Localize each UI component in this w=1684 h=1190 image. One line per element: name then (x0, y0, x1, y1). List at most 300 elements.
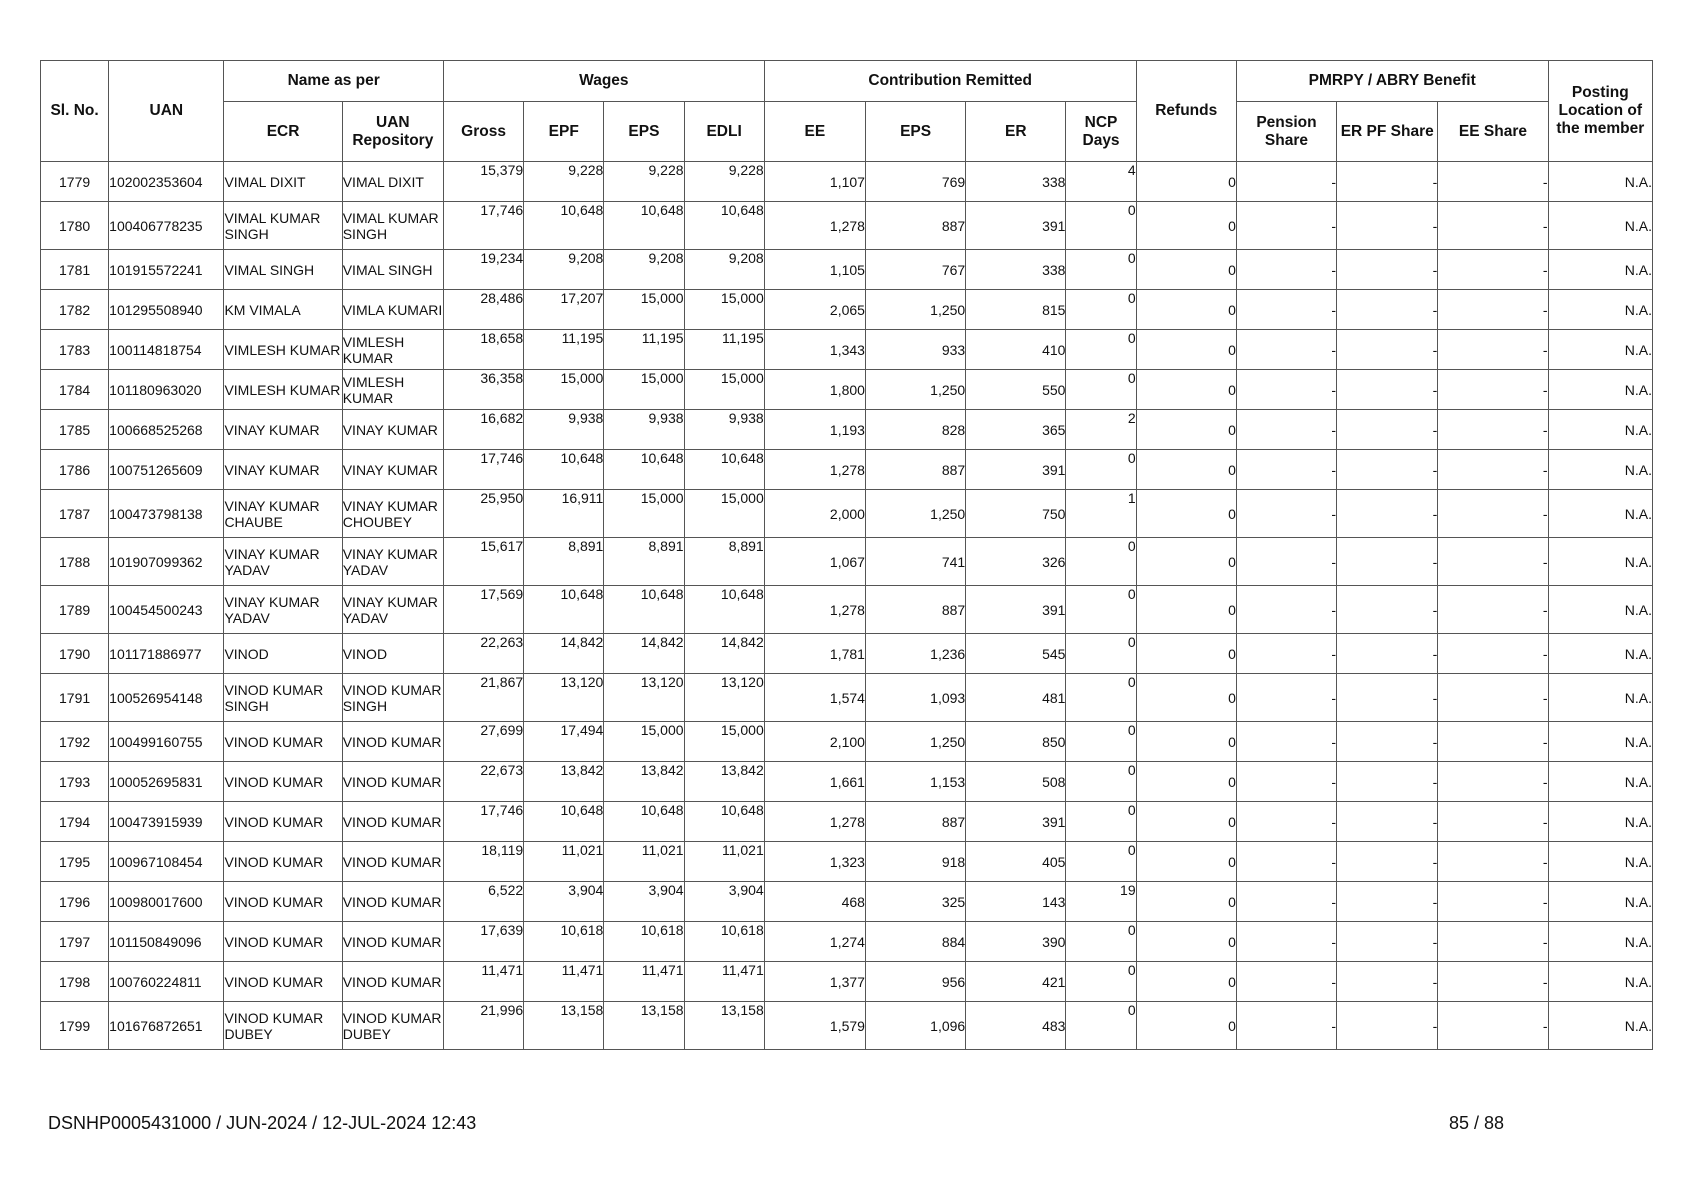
cell-posting-location: N.A. (1548, 762, 1652, 802)
cell-refunds: 0 (1136, 762, 1236, 802)
cell-edli: 10,648 (684, 802, 764, 842)
cell-ee-share: - (1438, 962, 1548, 1002)
cell-pension-share: - (1236, 802, 1336, 842)
cell-pension-share: - (1236, 962, 1336, 1002)
cell-edli: 13,842 (684, 762, 764, 802)
cell-posting-location: N.A. (1548, 722, 1652, 762)
cell-gross: 21,867 (443, 674, 523, 722)
cell-ee: 1,278 (764, 586, 865, 634)
cell-pension-share: - (1236, 330, 1336, 370)
header-er-pf-share: ER PF Share (1337, 102, 1438, 162)
cell-posting-location: N.A. (1548, 202, 1652, 250)
cell-eps: 13,120 (604, 674, 684, 722)
cell-edli: 10,648 (684, 586, 764, 634)
cell-ee: 1,323 (764, 842, 865, 882)
cell-refunds: 0 (1136, 922, 1236, 962)
cell-eps: 13,842 (604, 762, 684, 802)
table-header (41, 61, 1653, 162)
cell-ee: 468 (764, 882, 865, 922)
cell-eps: 8,891 (604, 538, 684, 586)
cell-epf: 13,120 (524, 674, 604, 722)
cell-ee-share: - (1438, 882, 1548, 922)
cell-ee-share: - (1438, 674, 1548, 722)
cell-ee-share: - (1438, 802, 1548, 842)
cell-edli: 15,000 (684, 290, 764, 330)
cell-gross: 6,522 (443, 882, 523, 922)
cell-posting-location: N.A. (1548, 674, 1652, 722)
cell-posting-location: N.A. (1548, 370, 1652, 410)
cell-uan: 100473798138 (109, 490, 224, 538)
cell-epf: 11,195 (524, 330, 604, 370)
cell-uan: 101171886977 (109, 634, 224, 674)
cell-uan: 100406778235 (109, 202, 224, 250)
cell-edli: 11,021 (684, 842, 764, 882)
cell-refunds: 0 (1136, 882, 1236, 922)
header-wages: Wages (443, 61, 764, 102)
cell-ee-share: - (1438, 538, 1548, 586)
cell-posting-location: N.A. (1548, 962, 1652, 1002)
cell-epf: 15,000 (524, 370, 604, 410)
cell-ee-share: - (1438, 722, 1548, 762)
cell-pension-share: - (1236, 450, 1336, 490)
cell-pension-share: - (1236, 882, 1336, 922)
header-er: ER (966, 102, 1066, 162)
cell-epf: 8,891 (524, 538, 604, 586)
cell-uan: 101907099362 (109, 538, 224, 586)
cell-er-pf-share: - (1337, 674, 1438, 722)
cell-pension-share: - (1236, 586, 1336, 634)
cell-refunds: 0 (1136, 586, 1236, 634)
cell-name-uan-repository: VINOD KUMAR (342, 922, 443, 962)
cell-gross: 15,379 (443, 162, 523, 202)
cell-ee: 1,800 (764, 370, 865, 410)
cell-epf: 9,228 (524, 162, 604, 202)
cell-er-pf-share: - (1337, 162, 1438, 202)
cell-contribution-eps: 884 (865, 922, 965, 962)
cell-uan: 101915572241 (109, 250, 224, 290)
cell-ee: 2,000 (764, 490, 865, 538)
table-row (41, 250, 1653, 290)
cell-name-uan-repository: VIMLA KUMARI (342, 290, 443, 330)
cell-uan: 100668525268 (109, 410, 224, 450)
cell-gross: 28,486 (443, 290, 523, 330)
cell-er: 483 (966, 1002, 1066, 1050)
cell-contribution-eps: 933 (865, 330, 965, 370)
cell-ncp-days: 0 (1066, 330, 1136, 370)
cell-epf: 10,648 (524, 802, 604, 842)
cell-er-pf-share: - (1337, 962, 1438, 1002)
cell-er-pf-share: - (1337, 538, 1438, 586)
cell-pension-share: - (1236, 202, 1336, 250)
header-contribution-eps: EPS (865, 102, 965, 162)
table-row (41, 330, 1653, 370)
header-uan: UAN (109, 61, 224, 162)
cell-ncp-days: 0 (1066, 842, 1136, 882)
cell-name-ecr: VINOD KUMAR DUBEY (224, 1002, 342, 1050)
cell-eps: 9,938 (604, 410, 684, 450)
cell-ee-share: - (1438, 842, 1548, 882)
cell-ncp-days: 0 (1066, 962, 1136, 1002)
cell-sl-no: 1782 (41, 290, 109, 330)
cell-er-pf-share: - (1337, 722, 1438, 762)
cell-pension-share: - (1236, 370, 1336, 410)
cell-er: 365 (966, 410, 1066, 450)
cell-epf: 11,021 (524, 842, 604, 882)
cell-ee-share: - (1438, 370, 1548, 410)
cell-posting-location: N.A. (1548, 842, 1652, 882)
cell-refunds: 0 (1136, 450, 1236, 490)
cell-ncp-days: 0 (1066, 1002, 1136, 1050)
ecr-table (40, 60, 1653, 1050)
cell-contribution-eps: 1,096 (865, 1002, 965, 1050)
cell-name-ecr: VINAY KUMAR (224, 450, 342, 490)
cell-name-uan-repository: VINAY KUMAR YADAV (342, 538, 443, 586)
cell-name-ecr: VINAY KUMAR CHAUBE (224, 490, 342, 538)
cell-name-uan-repository: VINOD KUMAR (342, 722, 443, 762)
cell-sl-no: 1779 (41, 162, 109, 202)
cell-gross: 27,699 (443, 722, 523, 762)
cell-sl-no: 1793 (41, 762, 109, 802)
cell-uan: 101180963020 (109, 370, 224, 410)
cell-name-uan-repository: VIMAL DIXIT (342, 162, 443, 202)
cell-epf: 10,648 (524, 450, 604, 490)
cell-name-uan-repository: VINOD KUMAR (342, 842, 443, 882)
cell-posting-location: N.A. (1548, 1002, 1652, 1050)
cell-name-uan-repository: VINOD KUMAR (342, 962, 443, 1002)
cell-name-ecr: VINOD KUMAR (224, 722, 342, 762)
cell-eps: 10,648 (604, 450, 684, 490)
cell-er: 550 (966, 370, 1066, 410)
cell-ee-share: - (1438, 202, 1548, 250)
cell-ee: 1,343 (764, 330, 865, 370)
cell-contribution-eps: 1,250 (865, 722, 965, 762)
cell-eps: 10,618 (604, 922, 684, 962)
table-row (41, 882, 1653, 922)
cell-ncp-days: 0 (1066, 634, 1136, 674)
cell-uan: 100454500243 (109, 586, 224, 634)
cell-name-ecr: VIMAL DIXIT (224, 162, 342, 202)
cell-refunds: 0 (1136, 962, 1236, 1002)
header-sl-no: Sl. No. (41, 61, 109, 162)
cell-refunds: 0 (1136, 162, 1236, 202)
cell-name-uan-repository: VINOD KUMAR DUBEY (342, 1002, 443, 1050)
cell-pension-share: - (1236, 674, 1336, 722)
cell-posting-location: N.A. (1548, 290, 1652, 330)
cell-edli: 10,618 (684, 922, 764, 962)
cell-epf: 17,207 (524, 290, 604, 330)
cell-edli: 15,000 (684, 490, 764, 538)
cell-er: 850 (966, 722, 1066, 762)
cell-epf: 9,938 (524, 410, 604, 450)
cell-contribution-eps: 1,236 (865, 634, 965, 674)
cell-sl-no: 1799 (41, 1002, 109, 1050)
cell-ee: 1,661 (764, 762, 865, 802)
cell-sl-no: 1784 (41, 370, 109, 410)
table-row (41, 202, 1653, 250)
header-gross: Gross (443, 102, 523, 162)
cell-name-ecr: VINOD KUMAR (224, 922, 342, 962)
cell-pension-share: - (1236, 490, 1336, 538)
cell-refunds: 0 (1136, 842, 1236, 882)
cell-posting-location: N.A. (1548, 330, 1652, 370)
cell-refunds: 0 (1136, 802, 1236, 842)
cell-er: 815 (966, 290, 1066, 330)
cell-name-ecr: VIMAL KUMAR SINGH (224, 202, 342, 250)
table-row (41, 674, 1653, 722)
cell-sl-no: 1788 (41, 538, 109, 586)
cell-pension-share: - (1236, 762, 1336, 802)
cell-epf: 11,471 (524, 962, 604, 1002)
cell-epf: 14,842 (524, 634, 604, 674)
cell-ee: 1,574 (764, 674, 865, 722)
cell-eps: 13,158 (604, 1002, 684, 1050)
cell-er-pf-share: - (1337, 202, 1438, 250)
cell-posting-location: N.A. (1548, 882, 1652, 922)
cell-pension-share: - (1236, 842, 1336, 882)
cell-ee: 1,274 (764, 922, 865, 962)
cell-refunds: 0 (1136, 290, 1236, 330)
cell-contribution-eps: 887 (865, 586, 965, 634)
cell-gross: 18,658 (443, 330, 523, 370)
table-row (41, 922, 1653, 962)
cell-contribution-eps: 1,093 (865, 674, 965, 722)
cell-sl-no: 1781 (41, 250, 109, 290)
cell-name-uan-repository: VIMLESH KUMAR (342, 370, 443, 410)
cell-contribution-eps: 887 (865, 202, 965, 250)
cell-er: 481 (966, 674, 1066, 722)
cell-sl-no: 1786 (41, 450, 109, 490)
cell-pension-share: - (1236, 250, 1336, 290)
table-row (41, 538, 1653, 586)
cell-sl-no: 1792 (41, 722, 109, 762)
cell-gross: 22,263 (443, 634, 523, 674)
cell-refunds: 0 (1136, 722, 1236, 762)
cell-posting-location: N.A. (1548, 450, 1652, 490)
cell-contribution-eps: 887 (865, 802, 965, 842)
cell-ee-share: - (1438, 410, 1548, 450)
cell-ee-share: - (1438, 162, 1548, 202)
cell-gross: 22,673 (443, 762, 523, 802)
cell-uan: 100751265609 (109, 450, 224, 490)
cell-name-ecr: VINOD KUMAR (224, 802, 342, 842)
table-row (41, 290, 1653, 330)
cell-contribution-eps: 741 (865, 538, 965, 586)
cell-uan: 100052695831 (109, 762, 224, 802)
cell-er-pf-share: - (1337, 290, 1438, 330)
cell-posting-location: N.A. (1548, 250, 1652, 290)
cell-ee-share: - (1438, 762, 1548, 802)
cell-sl-no: 1797 (41, 922, 109, 962)
cell-name-ecr: VINOD KUMAR (224, 962, 342, 1002)
cell-contribution-eps: 1,153 (865, 762, 965, 802)
cell-sl-no: 1796 (41, 882, 109, 922)
cell-ncp-days: 0 (1066, 538, 1136, 586)
cell-eps: 9,208 (604, 250, 684, 290)
cell-contribution-eps: 769 (865, 162, 965, 202)
cell-edli: 9,228 (684, 162, 764, 202)
cell-edli: 10,648 (684, 202, 764, 250)
cell-refunds: 0 (1136, 674, 1236, 722)
cell-edli: 8,891 (684, 538, 764, 586)
cell-epf: 13,842 (524, 762, 604, 802)
cell-ee: 1,278 (764, 202, 865, 250)
cell-contribution-eps: 1,250 (865, 490, 965, 538)
cell-name-uan-repository: VIMLESH KUMAR (342, 330, 443, 370)
header-pension-share: Pension Share (1236, 102, 1336, 162)
table-body (41, 162, 1653, 1050)
cell-posting-location: N.A. (1548, 802, 1652, 842)
cell-sl-no: 1795 (41, 842, 109, 882)
cell-sl-no: 1783 (41, 330, 109, 370)
cell-uan: 100526954148 (109, 674, 224, 722)
cell-epf: 13,158 (524, 1002, 604, 1050)
cell-er-pf-share: - (1337, 450, 1438, 490)
cell-er: 545 (966, 634, 1066, 674)
cell-er-pf-share: - (1337, 250, 1438, 290)
cell-posting-location: N.A. (1548, 538, 1652, 586)
cell-edli: 13,158 (684, 1002, 764, 1050)
cell-er: 750 (966, 490, 1066, 538)
cell-ee-share: - (1438, 922, 1548, 962)
cell-epf: 10,648 (524, 586, 604, 634)
header-contribution-remitted: Contribution Remitted (764, 61, 1136, 102)
header-uan-repository: UAN Repository (342, 102, 443, 162)
cell-er: 391 (966, 586, 1066, 634)
document-reference: DSNHP0005431000 / JUN-2024 / 12-JUL-2024 12:43 (48, 1113, 477, 1133)
cell-refunds: 0 (1136, 250, 1236, 290)
cell-er: 338 (966, 250, 1066, 290)
cell-epf: 17,494 (524, 722, 604, 762)
cell-gross: 17,569 (443, 586, 523, 634)
cell-posting-location: N.A. (1548, 586, 1652, 634)
cell-name-uan-repository: VINAY KUMAR YADAV (342, 586, 443, 634)
header-ecr: ECR (224, 102, 342, 162)
cell-ee-share: - (1438, 450, 1548, 490)
cell-uan: 101150849096 (109, 922, 224, 962)
cell-uan: 100980017600 (109, 882, 224, 922)
cell-pension-share: - (1236, 634, 1336, 674)
cell-pension-share: - (1236, 410, 1336, 450)
cell-edli: 9,208 (684, 250, 764, 290)
cell-ee: 2,100 (764, 722, 865, 762)
cell-ncp-days: 0 (1066, 762, 1136, 802)
cell-epf: 16,911 (524, 490, 604, 538)
cell-ncp-days: 0 (1066, 802, 1136, 842)
cell-sl-no: 1791 (41, 674, 109, 722)
cell-gross: 18,119 (443, 842, 523, 882)
cell-er-pf-share: - (1337, 330, 1438, 370)
cell-eps: 10,648 (604, 586, 684, 634)
cell-ncp-days: 0 (1066, 250, 1136, 290)
cell-ee: 1,377 (764, 962, 865, 1002)
cell-er-pf-share: - (1337, 634, 1438, 674)
cell-name-uan-repository: VINOD KUMAR (342, 762, 443, 802)
cell-ee-share: - (1438, 330, 1548, 370)
table-row (41, 1002, 1653, 1050)
cell-name-uan-repository: VINOD KUMAR (342, 882, 443, 922)
cell-ncp-days: 1 (1066, 490, 1136, 538)
cell-ncp-days: 0 (1066, 450, 1136, 490)
cell-name-uan-repository: VINOD (342, 634, 443, 674)
cell-refunds: 0 (1136, 410, 1236, 450)
cell-edli: 3,904 (684, 882, 764, 922)
cell-uan: 100499160755 (109, 722, 224, 762)
cell-uan: 100473915939 (109, 802, 224, 842)
cell-name-ecr: VINAY KUMAR (224, 410, 342, 450)
cell-refunds: 0 (1136, 1002, 1236, 1050)
cell-name-uan-repository: VINOD KUMAR (342, 802, 443, 842)
cell-edli: 15,000 (684, 370, 764, 410)
table-row (41, 634, 1653, 674)
cell-name-uan-repository: VINAY KUMAR CHOUBEY (342, 490, 443, 538)
cell-posting-location: N.A. (1548, 410, 1652, 450)
cell-er-pf-share: - (1337, 762, 1438, 802)
cell-er: 391 (966, 450, 1066, 490)
cell-posting-location: N.A. (1548, 922, 1652, 962)
cell-gross: 17,746 (443, 202, 523, 250)
cell-refunds: 0 (1136, 490, 1236, 538)
header-ee-share: EE Share (1438, 102, 1548, 162)
header-ee: EE (764, 102, 865, 162)
cell-ee: 1,105 (764, 250, 865, 290)
cell-epf: 10,618 (524, 922, 604, 962)
cell-eps: 11,195 (604, 330, 684, 370)
cell-eps: 3,904 (604, 882, 684, 922)
cell-gross: 21,996 (443, 1002, 523, 1050)
cell-ncp-days: 0 (1066, 202, 1136, 250)
cell-ee-share: - (1438, 1002, 1548, 1050)
cell-sl-no: 1780 (41, 202, 109, 250)
cell-pension-share: - (1236, 162, 1336, 202)
cell-er-pf-share: - (1337, 842, 1438, 882)
cell-eps: 15,000 (604, 490, 684, 538)
cell-ee: 1,107 (764, 162, 865, 202)
header-edli: EDLI (684, 102, 764, 162)
cell-eps: 15,000 (604, 722, 684, 762)
cell-er-pf-share: - (1337, 586, 1438, 634)
cell-er-pf-share: - (1337, 490, 1438, 538)
cell-sl-no: 1789 (41, 586, 109, 634)
table-row (41, 722, 1653, 762)
cell-contribution-eps: 767 (865, 250, 965, 290)
table-row (41, 842, 1653, 882)
cell-er: 143 (966, 882, 1066, 922)
header-ncp-days: NCP Days (1066, 102, 1136, 162)
cell-contribution-eps: 1,250 (865, 370, 965, 410)
cell-er: 338 (966, 162, 1066, 202)
cell-er-pf-share: - (1337, 882, 1438, 922)
cell-eps: 15,000 (604, 290, 684, 330)
cell-name-ecr: VIMAL SINGH (224, 250, 342, 290)
cell-er-pf-share: - (1337, 802, 1438, 842)
table-row (41, 762, 1653, 802)
cell-er: 326 (966, 538, 1066, 586)
cell-name-uan-repository: VINAY KUMAR (342, 450, 443, 490)
table-row (41, 370, 1653, 410)
cell-edli: 11,195 (684, 330, 764, 370)
cell-gross: 17,746 (443, 450, 523, 490)
cell-ncp-days: 0 (1066, 586, 1136, 634)
cell-gross: 19,234 (443, 250, 523, 290)
cell-eps: 15,000 (604, 370, 684, 410)
cell-ee-share: - (1438, 586, 1548, 634)
cell-name-uan-repository: VINOD KUMAR SINGH (342, 674, 443, 722)
cell-posting-location: N.A. (1548, 634, 1652, 674)
cell-pension-share: - (1236, 290, 1336, 330)
cell-name-ecr: VIMLESH KUMAR (224, 370, 342, 410)
cell-refunds: 0 (1136, 202, 1236, 250)
cell-ee-share: - (1438, 290, 1548, 330)
